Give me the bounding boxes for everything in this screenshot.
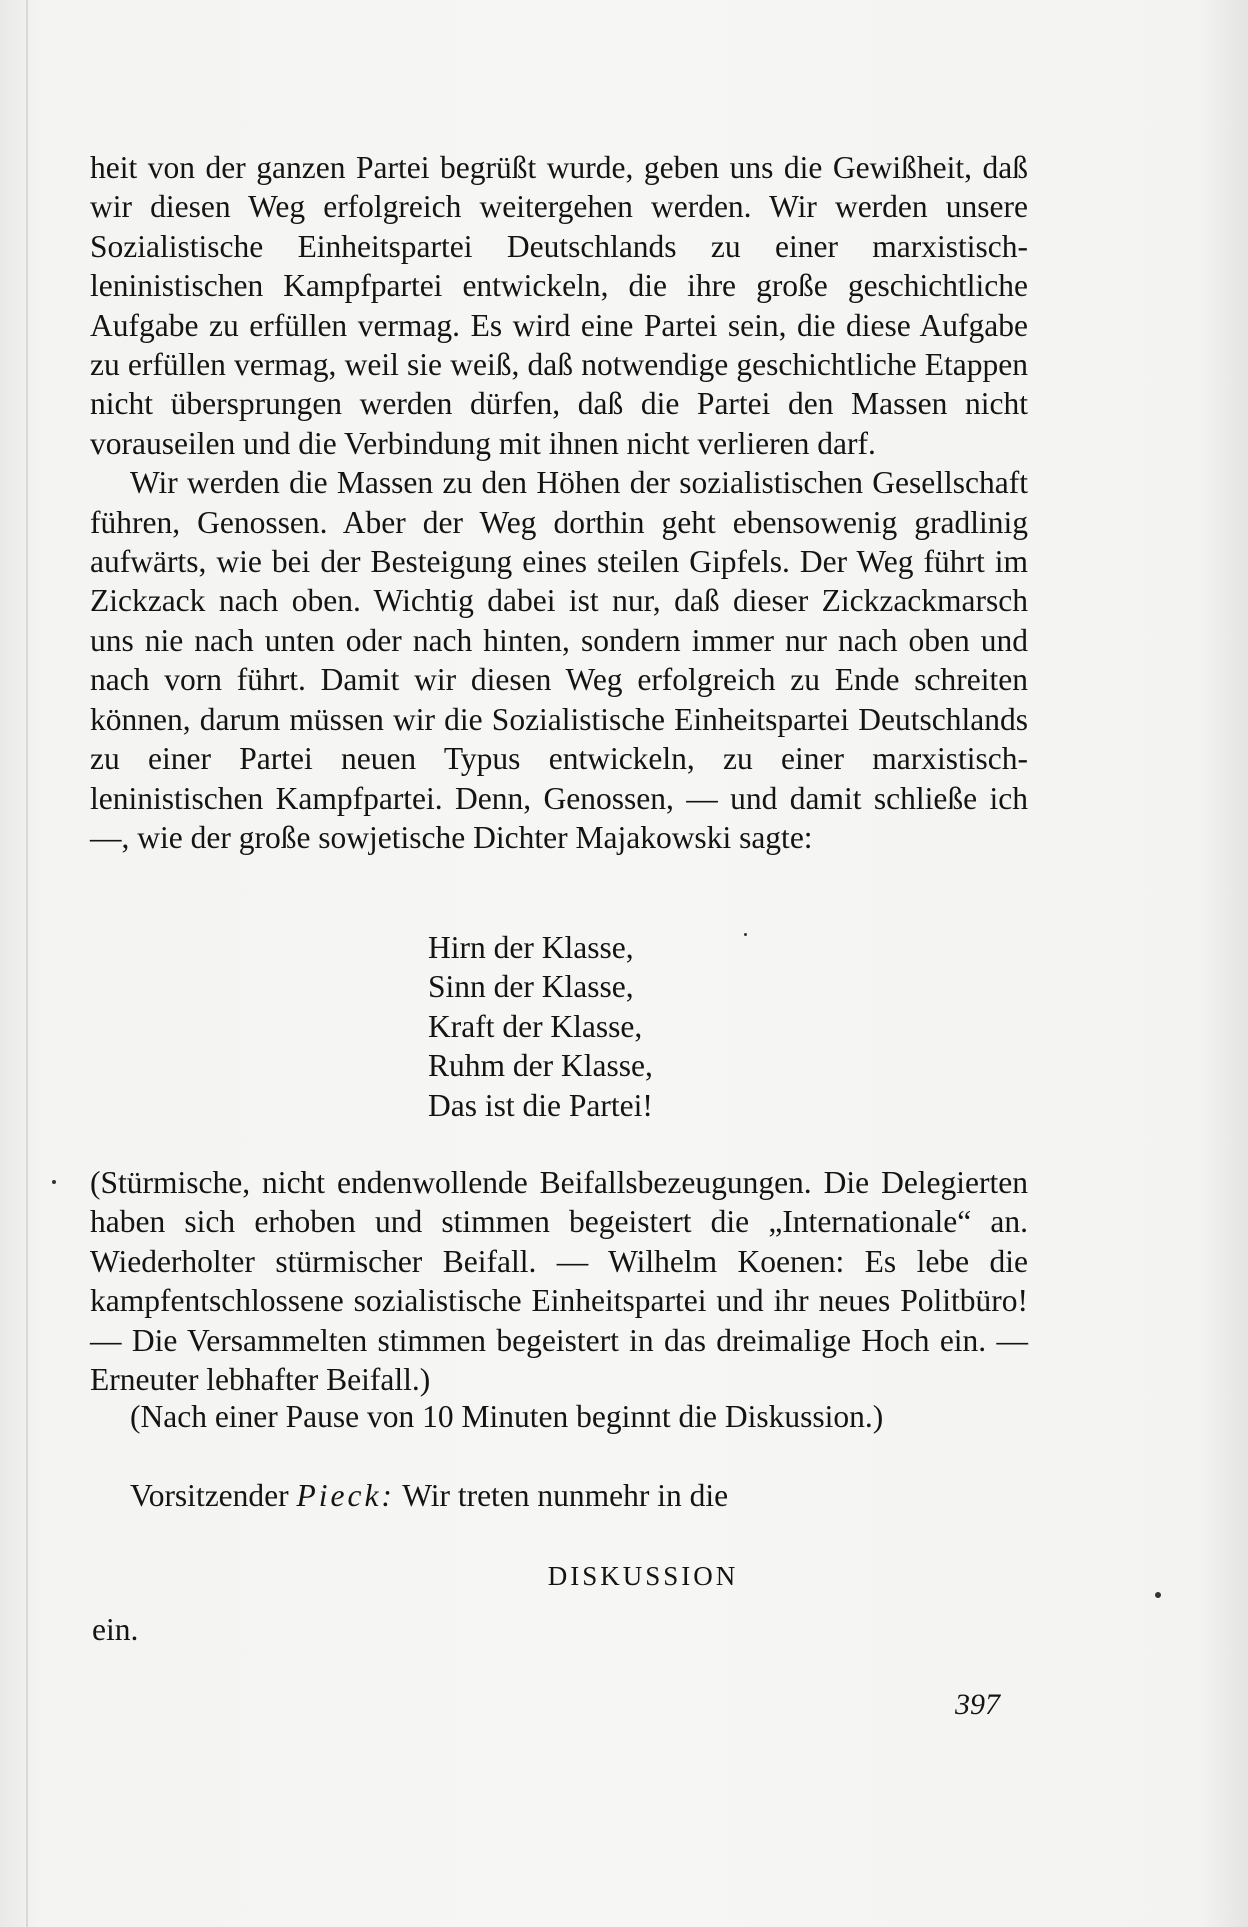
- poem-line: Sinn der Klasse,: [428, 969, 634, 1005]
- main-text: [90, 148, 1028, 857]
- chair-prefix: Vorsitzender: [130, 1478, 297, 1513]
- paragraph-1: heit von der ganzen Partei begrüßt wurde, geben uns die Gewißheit, daß wir diesen Weg erfolgreich weitergehen werden. Wir werden unsere Sozialistische Einheitspartei Deutschlands zu einer marxistisch-leninistischen Kampfpartei entwickeln, die ihre große geschichtliche Aufgabe zu erfüllen vermag. Es wird eine Partei sein, die diese Aufgabe zu erfüllen vermag, weil sie weiß, daß notwendige geschichtliche Etappen nicht übersprungen werden dürfen, daß die Partei den Massen nicht vorauseilen und die Verbindung mit ihnen nicht verlieren darf.: [90, 150, 1028, 461]
- chair-statement: [130, 1476, 728, 1515]
- poem-quote: [428, 928, 653, 1125]
- poem-line: Ruhm der Klasse,: [428, 1048, 653, 1084]
- page-number: 397: [955, 1688, 1000, 1721]
- pause-note: (Nach einer Pause von 10 Minuten beginnt die Diskussion.): [130, 1399, 884, 1434]
- ink-speck: [744, 933, 747, 936]
- speaker-name: Pieck:: [296, 1478, 395, 1513]
- ink-speck: [1155, 1592, 1161, 1598]
- poem-line: Das ist die Partei!: [428, 1087, 653, 1123]
- applause-text: (Stürmische, nicht endenwollende Beifallsbezeugungen. Die Delegierten haben sich erhoben und stimmen begeistert die „Internationale“ an. Wiederholter stürmischer Beifall. — Wilhelm Koenen: Es lebe die kampfentschlossene sozialistische Einheitspartei und ihr neues Politbüro! — Die Versammelten stimmen begeistert in das dreimalige Hoch ein. — Erneuter lebhafter Beifall.): [90, 1165, 1028, 1398]
- page-gutter: [26, 0, 28, 1927]
- ink-speck: [52, 1180, 56, 1184]
- applause-note: [90, 1163, 1028, 1399]
- closing-word: ein.: [92, 1612, 139, 1647]
- paragraph-2: Wir werden die Massen zu den Höhen der sozialistischen Gesellschaft führen, Genossen. Aber der Weg dorthin geht ebensowenig gradlinig aufwärts, wie bei der Besteigung eines steilen Gipfels. Der Weg führt im Zickzack nach oben. Wichtig dabei ist nur, daß dieser Zickzackmarsch uns nie nach unten oder nach hinten, sondern immer nur nach oben und nach vorn führt. Damit wir diesen Weg erfolgreich zu Ende schreiten können, darum müssen wir die Sozialistische Einheitspartei Deutschlands zu einer Partei neuen Typus entwickeln, zu einer marxistisch-leninistischen Kampfpartei. Denn, Genossen, — und damit schließe ich —, wie der große sowjetische Dichter Majakowski sagte:: [90, 465, 1028, 855]
- chair-text: Wir treten nunmehr in die: [394, 1478, 729, 1513]
- poem-line: Kraft der Klasse,: [428, 1008, 643, 1044]
- poem-line: Hirn der Klasse,: [428, 930, 634, 965]
- section-heading: DISKUSSION: [547, 1561, 739, 1591]
